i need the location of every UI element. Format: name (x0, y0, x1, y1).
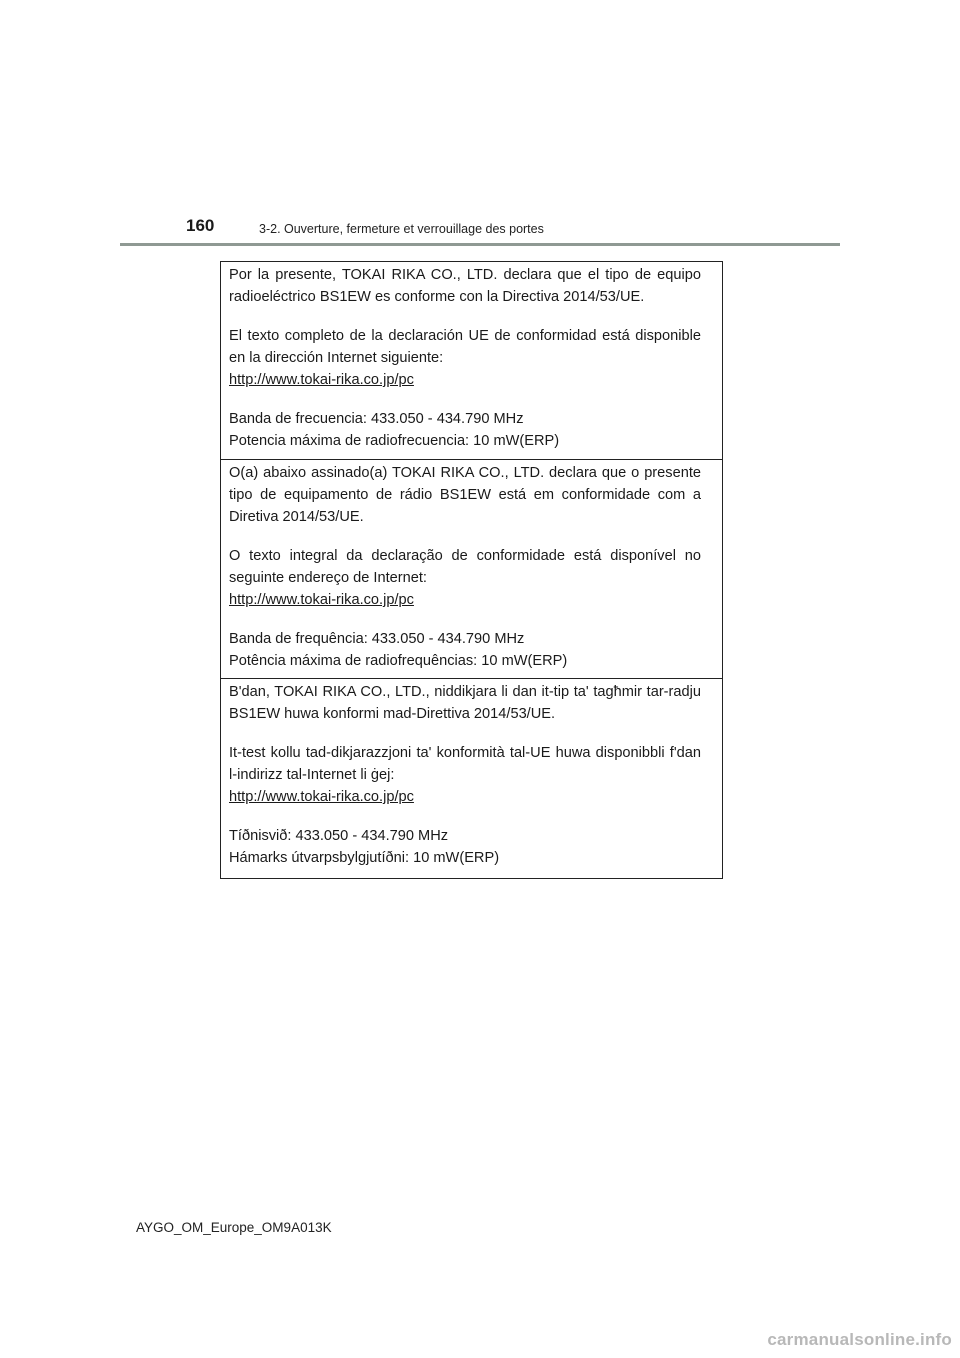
declaration-statement: O(a) abaixo assinado(a) TOKAI RIKA CO., LTD. declara que o presente tipo de equipamento de rádio BS1EW está em conformidade com a Diretiva 2014/53/UE. (229, 465, 701, 525)
declaration-availability (229, 325, 701, 391)
availability-text: O texto integral da declaração de conformidade está disponível no seguinte endereço de Internet: (229, 548, 701, 586)
max-power: Hámarks útvarpsbylgjutíðni: 10 mW(ERP) (229, 850, 500, 866)
max-power: Potência máxima de radiofrequências: 10 mW(ERP) (229, 653, 568, 669)
frequency-band: Banda de frecuencia: 433.050 - 434.790 MHz (229, 411, 524, 427)
declaration-statement: Por la presente, TOKAI RIKA CO., LTD. declara que el tipo de equipo radioeléctrico BS1EW es conforme con la Directiva 2014/53/UE. (229, 267, 701, 305)
declaration-link[interactable]: http://www.tokai-rika.co.jp/pc (229, 592, 414, 608)
frequency-band: Banda de frequência: 433.050 - 434.790 MHz (229, 631, 525, 647)
declaration-spanish (221, 262, 722, 459)
declaration-portuguese (221, 459, 722, 678)
declaration-availability (229, 742, 701, 808)
declaration-statement: B'dan, TOKAI RIKA CO., LTD., niddikjara li dan it-tip ta' tagħmir tar-radju BS1EW huwa konformi mad-Direttiva 2014/53/UE. (229, 684, 701, 722)
watermark: carmanualsonline.info (767, 1330, 952, 1349)
declaration-link[interactable]: http://www.tokai-rika.co.jp/pc (229, 789, 414, 805)
header-divider (120, 243, 840, 246)
declaration-table (220, 261, 723, 879)
page-number: 160 (186, 216, 215, 235)
declaration-maltese (221, 678, 722, 878)
declaration-availability (229, 545, 701, 611)
section-title: 3-2. Ouverture, fermeture et verrouillage des portes (259, 222, 544, 236)
max-power: Potencia máxima de radiofrecuencia: 10 mW(ERP) (229, 433, 560, 449)
availability-text: It-test kollu tad-dikjarazzjoni ta' konformità tal-UE huwa disponibbli f'dan l-indirizz tal-Internet li ġej: (229, 745, 701, 783)
availability-text: El texto completo de la declaración UE de conformidad está disponible en la dirección Internet siguiente: (229, 328, 701, 366)
declaration-link[interactable]: http://www.tokai-rika.co.jp/pc (229, 372, 414, 388)
frequency-band: Tíðnisvið: 433.050 - 434.790 MHz (229, 828, 449, 844)
document-code: AYGO_OM_Europe_OM9A013K (136, 1220, 332, 1235)
